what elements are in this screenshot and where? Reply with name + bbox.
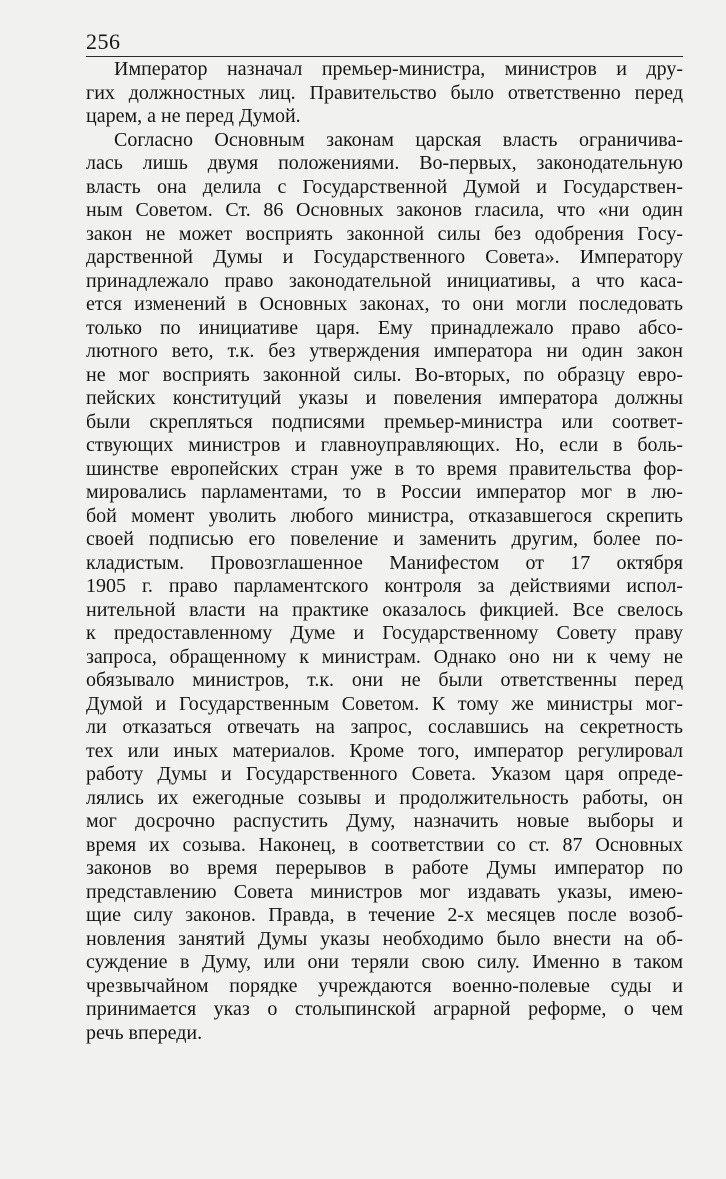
text-line: царем, а не перед Думой. <box>86 105 301 127</box>
paragraph-1 <box>86 58 683 129</box>
text-line: власть она делила с Государственной Думой и Государствен- <box>86 175 683 198</box>
text-line: шинстве европейских стран уже в то время правительства фор- <box>86 457 683 480</box>
text-line: ным Советом. Ст. 86 Основных законов гласила, что «ни один <box>86 199 683 221</box>
text-line: лась лишь двумя положениями. Во-первых, законодательную <box>86 152 683 174</box>
text-line: речь впереди. <box>86 1021 203 1044</box>
page-number: 256 <box>86 29 121 54</box>
text-line: мог досрочно распустить Думу, назначить новые выборы и <box>86 810 683 832</box>
text-line: принадлежало право законодательной инициативы, а что каса- <box>86 269 683 292</box>
text-line: дарственной Думы и Государственного Совета». Императору <box>86 246 683 268</box>
text-line: своей подписью его повеление и заменить другим, более по- <box>86 528 683 550</box>
text-line: были скрепляться подписями премьер-министра или соответ- <box>86 410 683 433</box>
text-line: обязывало министров, т.к. они не были ответственны перед <box>86 669 683 691</box>
text-line: лютного вето, т.к. без утверждения императора ни один закон <box>86 340 683 362</box>
text-line: Думой и Государственным Советом. К тому же министры мог- <box>86 692 683 715</box>
text-line: закон не может восприять законной силы без одобрения Госу- <box>86 222 683 245</box>
text-line: гих должностных лиц. Правительство было ответственно перед <box>86 81 683 104</box>
header-rule <box>86 56 683 57</box>
text-line: законов во время перерывов в работе Думы император по <box>86 857 683 879</box>
text-line: ется изменений в Основных законах, то они могли последовать <box>86 293 683 315</box>
text-line: пейских конституций указы и повеления императора должны <box>86 387 683 409</box>
text-line: лялись их ежегодные созывы и продолжительность работы, он <box>86 786 683 809</box>
text-line: принимается указ о столыпинской аграрной реформе, о чем <box>86 998 683 1020</box>
text-line: представлению Совета министров мог издавать указы, имею- <box>86 880 683 903</box>
text-line: бой момент уволить любого министра, отказавшегося скрепить <box>86 504 683 527</box>
text-line: запроса, обращенному к министрам. Однако оно ни к чему не <box>86 645 683 668</box>
text-line: суждение в Думу, или они теряли свою силу. Именно в таком <box>86 951 683 973</box>
text-line: мировались парламентами, то в России император мог в лю- <box>86 481 683 503</box>
text-line: время их созыва. Наконец, в соответствии со ст. 87 Основных <box>86 833 683 856</box>
text-line: кладистым. Провозглашенное Манифестом от 17 октября <box>86 551 683 574</box>
text-line: 1905 г. право парламентского контроля за действиями испол- <box>86 575 683 597</box>
text-line: к предоставленному Думе и Государственному Совету праву <box>86 622 683 644</box>
body-text <box>86 58 683 1045</box>
text-line: Согласно Основным законам царская власть ограничива- <box>114 128 683 151</box>
text-line: работу Думы и Государственного Совета. Указом царя опреде- <box>86 763 683 785</box>
text-line: новления занятий Думы указы необходимо было внести на об- <box>86 927 683 950</box>
text-line: тех или иных материалов. Кроме того, император регулировал <box>86 739 683 762</box>
text-line: щие силу законов. Правда, в течение 2-х месяцев после возоб- <box>86 904 683 926</box>
text-line: нительной власти на практике оказалось фикцией. Все свелось <box>86 598 683 621</box>
text-line: только по инициативе царя. Ему принадлежало право абсо- <box>86 316 683 339</box>
text-line: ли отказаться отвечать на запрос, сославшись на секретность <box>86 716 683 738</box>
paragraph-2 <box>86 129 683 1046</box>
text-line: не мог восприять законной силы. Во-вторых, по образцу евро- <box>86 363 683 386</box>
text-line: Император назначал премьер-министра, министров и дру- <box>114 58 683 80</box>
text-line: чрезвычайном порядке учреждаются военно-полевые суды и <box>86 974 683 997</box>
text-line: ствующих министров и главноуправляющих. Но, если в боль- <box>86 434 683 456</box>
